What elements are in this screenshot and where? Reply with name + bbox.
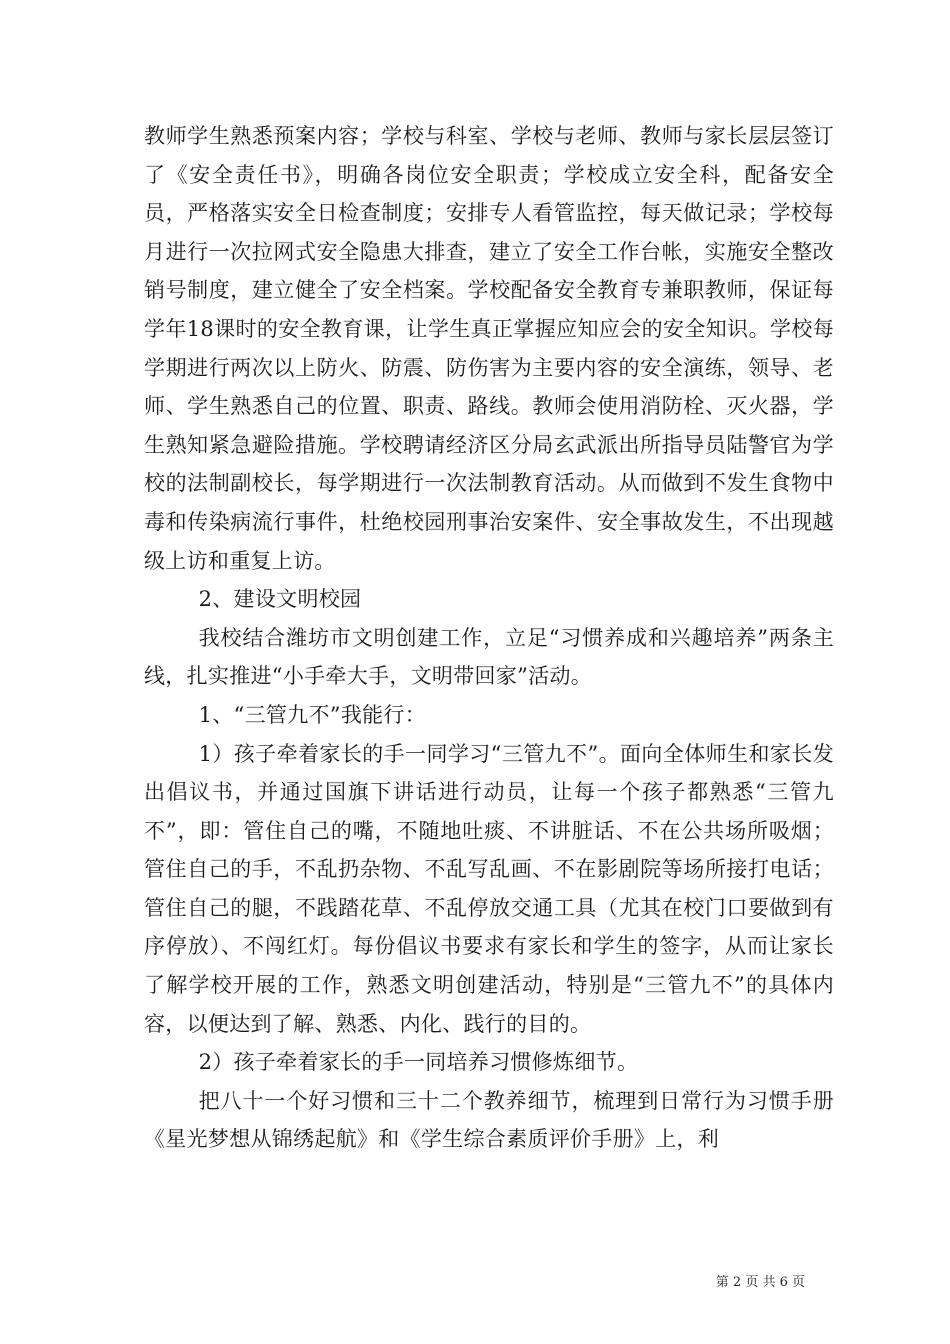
- heading-civilized-campus: 2、建设文明校园: [198, 587, 362, 612]
- paragraph-civilization-creation: 我校结合潍坊市文明创建工作，立足“习惯养成和兴趣培养”两条主线，扎实推进“小手牵大手，文明带回家”活动。: [144, 625, 834, 689]
- heading-three-manage-nine-not: 1、“三管九不”我能行：: [198, 702, 427, 727]
- page-number-footer: 第 2 页 共 6 页: [715, 1275, 805, 1290]
- paragraph-habit-details: 2）孩子牵着家长的手一同培养习惯修炼细节。: [198, 1050, 639, 1075]
- document-body: [144, 117, 834, 1159]
- paragraph-safety-management: 教师学生熟悉预案内容；学校与科室、学校与老师、教师与家长层层签订了《安全责任书》，明确各岗位安全职责；学校成立安全科，配备安全员，严格落实安全日检查制度；安排专人看管监控，每天做记录；学校每月进行一次拉网式安全隐患大排查，建立了安全工作台帐，实施安全整改销号制度，建立健全了安全档案。学校配备安全教育专兼职教师，保证每学年18课时的安全教育课，让学生真正掌握应知应会的安全知识。学校每学期进行两次以上防火、防震、防伤害为主要内容的安全演练，领导、老师、学生熟悉自己的位置、职责、路线。教师会使用消防栓、灭火器，学生熟知紧急避险措施。学校聘请经济区分局玄武派出所指导员陆警官为学校的法制副校长，每学期进行一次法制教育活动。从而做到不发生食物中毒和传染病流行事件，杜绝校园刑事治安案件、安全事故发生，不出现越级上访和重复上访。: [144, 124, 834, 573]
- paragraph-good-habits: 把八十一个好习惯和三十二个教养细节，梳理到日常行为习惯手册《星光梦想从锦绣起航》和《学生综合素质评价手册》上，利: [144, 1088, 834, 1152]
- paragraph-learn-together: 1）孩子牵着家长的手一同学习“三管九不”。面向全体师生和家长发出倡议书，并通过国旗下讲话进行动员，让每一个孩子都熟悉“三管九不”，即：管住自己的嘴，不随地吐痰、不讲脏话、不在公共场所吸烟；管住自己的手，不乱扔杂物、不乱写乱画、不在影剧院等场所接打电话；管住自己的腿，不践踏花草、不乱停放交通工具（尤其在校门口要做到有序停放）、不闯红灯。每份倡议书要求有家长和学生的签字，从而让家长了解学校开展的工作，熟悉文明创建活动，特别是“三管九不”的具体内容，以便达到了解、熟悉、内化、践行的目的。: [144, 741, 834, 1036]
